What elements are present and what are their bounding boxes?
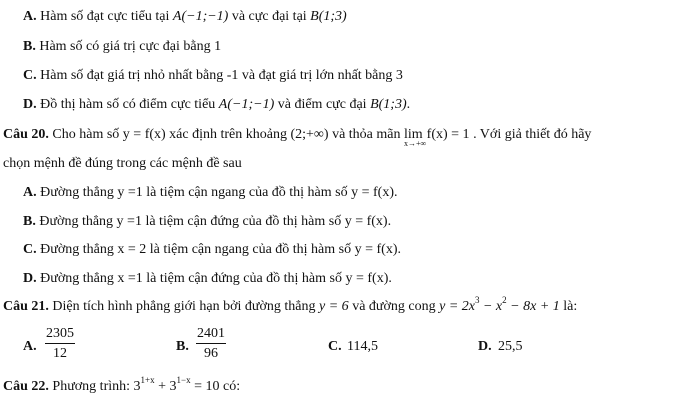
- option-text: Đồ thị hàm số có điểm cực tiểu: [40, 97, 219, 112]
- question-text: chọn mệnh đề đúng trong các mệnh đề sau: [3, 156, 242, 171]
- question-text: có:: [219, 379, 241, 394]
- fraction-denominator: 96: [204, 346, 218, 361]
- q21-stem: [3, 295, 578, 316]
- option-text: Đường thẳng x =1 là tiệm cận đứng của đồ thị hàm số y = f(x).: [40, 271, 392, 286]
- question-text: . Với giả thiết đó hãy: [469, 127, 592, 142]
- option-text: Hàm số đạt cực tiểu tại: [40, 9, 173, 24]
- question-label: Câu 22.: [3, 379, 49, 394]
- q20-option-d: [23, 270, 392, 288]
- q20-option-b: [23, 213, 391, 231]
- math-point-a: A(−1;−1): [218, 97, 275, 112]
- option-text: Hàm số có giá trị cực đại bằng 1: [39, 39, 222, 54]
- option-letter: C.: [328, 339, 342, 354]
- q19-option-b: [23, 38, 221, 56]
- lim-word: lim: [404, 127, 423, 142]
- option-text: và cực đại tại: [228, 9, 311, 24]
- math-point-b: B(1;3): [310, 9, 347, 24]
- math-point-a: A(−1;−1): [172, 9, 229, 24]
- option-letter: B.: [176, 339, 189, 354]
- math-curve-part: − x: [479, 299, 503, 314]
- math-base: 3: [133, 379, 141, 394]
- math-exponent: 3: [474, 295, 480, 306]
- option-text: .: [406, 97, 411, 112]
- math-term: + 3: [154, 379, 177, 394]
- question-text: Diện tích hình phẳng giới hạn bởi đường thẳng: [48, 299, 320, 314]
- q20-stem: [3, 126, 592, 148]
- option-text: Hàm số đạt giá trị nhỏ nhất bằng -1 và đạt giá trị lớn nhất bằng 3: [40, 68, 403, 83]
- question-label: Câu 21.: [3, 299, 49, 314]
- math-exponent: 1+x: [140, 375, 155, 386]
- option-letter: A.: [23, 185, 37, 200]
- question-label: Câu 20.: [3, 127, 49, 142]
- math-line-equation: y = 6: [319, 299, 349, 314]
- option-text: Đường thẳng y =1 là tiệm cận đứng của đồ thị hàm số y = f(x).: [39, 214, 392, 229]
- fraction-numerator: 2401: [196, 326, 226, 344]
- q22-stem: [3, 375, 241, 396]
- option-text: Đường thẳng x = 2 là tiệm cận ngang của đồ thị hàm số y = f(x).: [40, 242, 401, 257]
- math-point-b: B(1;3): [370, 97, 407, 112]
- q21-option-a-fraction: [45, 326, 75, 363]
- math-exponent: 2: [502, 295, 507, 306]
- option-text: Đường thẳng y =1 là tiệm cận ngang của đồ thị hàm số y = f(x).: [40, 185, 398, 200]
- math-curve-part: y = 2x: [439, 299, 475, 314]
- option-letter: A.: [23, 339, 37, 354]
- option-letter: B.: [23, 214, 36, 229]
- question-text: và đường cong: [348, 299, 440, 314]
- option-letter: A.: [23, 9, 37, 24]
- fraction-numerator: 2305: [45, 326, 75, 344]
- lim-expression-value: f(x) = 1: [426, 127, 470, 142]
- option-letter: D.: [478, 339, 492, 354]
- q21-option-d-value: 25,5: [498, 339, 523, 354]
- option-text: và điểm cực đại: [274, 97, 371, 112]
- option-letter: D.: [23, 271, 37, 286]
- q21-option-b-fraction: [196, 326, 226, 363]
- limit-expression: [404, 126, 427, 148]
- q20-option-c: [23, 241, 401, 259]
- math-exponent: 1−x: [176, 375, 191, 386]
- q20-stem-line2: [3, 155, 242, 173]
- option-letter: C.: [23, 68, 37, 83]
- question-text: Phương trình:: [48, 379, 134, 394]
- option-letter: D.: [23, 97, 37, 112]
- option-letter: B.: [23, 39, 36, 54]
- q19-option-a: [23, 8, 347, 26]
- lim-subscript: x→+∞: [404, 139, 427, 148]
- q21-option-c-value: 114,5: [347, 339, 378, 354]
- math-equals: = 10: [190, 379, 220, 394]
- question-text: Cho hàm số y = f(x) xác định trên khoảng (2;+∞) và thỏa mãn: [48, 127, 404, 142]
- math-curve-part: − 8x + 1: [506, 299, 560, 314]
- fraction-denominator: 12: [53, 346, 67, 361]
- q19-option-c: [23, 67, 403, 85]
- q20-option-a: [23, 184, 398, 202]
- question-text: là:: [559, 299, 578, 314]
- q19-option-d: [23, 96, 410, 114]
- option-letter: C.: [23, 242, 37, 257]
